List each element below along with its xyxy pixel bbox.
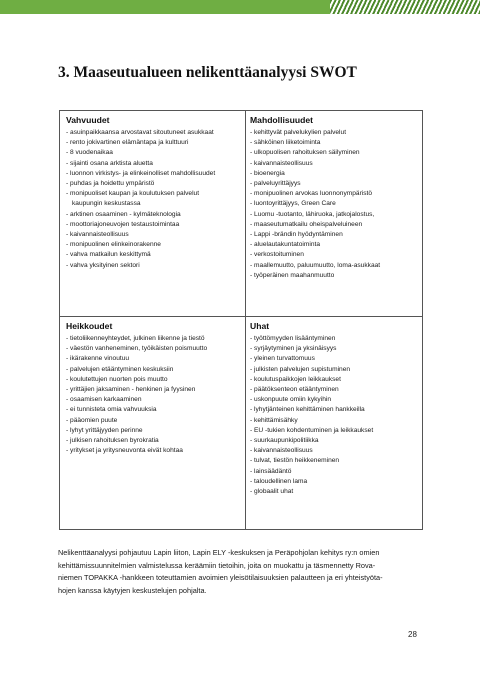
weakness-item: - ikärakenne vinoutuu	[66, 355, 130, 363]
strength-item: - asuinpaikkaansa arvostavat sitoutuneet asukkaat	[66, 129, 214, 136]
threats-quadrant	[250, 321, 373, 497]
threat-item: - työttömyyden lisääntyminen	[250, 335, 336, 342]
threat-item: - kehittämisähky	[250, 416, 298, 424]
strength-item: - monipuoliset kaupan ja koulutuksen palvelut	[66, 190, 200, 198]
weakness-item: - koulutettujen nuorten pois muutto	[66, 375, 168, 383]
threat-item: - julkisten palvelujen supistuminen	[250, 365, 351, 373]
opportunity-item: - Luomu -tuotanto, lähiruoka, jatkojalostus,	[250, 210, 375, 218]
opportunity-item: - verkostoituminen	[250, 251, 304, 259]
opportunity-item: - aluelautakuntatoiminta	[250, 241, 321, 249]
threats-heading: Uhat	[250, 321, 270, 331]
swot-vertical-divider	[245, 111, 246, 529]
opportunity-item: - Lappi -brändin hyödyntäminen	[250, 231, 343, 239]
opportunity-item: - maallemuutto, paluumuutto, loma-asukkaat	[250, 261, 381, 269]
threat-item: - tulvat, tiestön heikkeneminen	[250, 457, 340, 465]
opportunities-list	[250, 128, 380, 281]
weakness-item: - pääomien puute	[66, 416, 118, 424]
weakness-item: - yrittäjien jaksaminen - henkinen ja fyysinen	[66, 386, 196, 394]
swot-horizontal-divider	[60, 316, 422, 317]
opportunity-item: - monipuolinen arvokas luonnonympäristö	[250, 190, 373, 198]
weakness-item: - tietoliikenneyhteydet, julkinen liikenne ja tiestö	[66, 335, 205, 342]
header-stripes	[330, 0, 480, 14]
opportunity-item: - luontoyrittäjyys, Green Care	[250, 200, 336, 208]
page-title: 3. Maaseutualueen nelikenttäanalyysi SWOT	[58, 64, 357, 81]
weakness-item: - julkisen rahoituksen byrokratia	[66, 437, 159, 445]
weakness-item: - palvelujen etääntyminen keskuksiin	[66, 365, 174, 373]
threat-item: - yleinen turvattomuus	[250, 355, 315, 363]
paragraph-line: hojen kanssa käytyjen keskustelujen pohjalta.	[58, 585, 207, 595]
threat-item: - lainsäädäntö	[250, 467, 292, 475]
opportunity-item: - ulkopuolisen rahoituksen säilyminen	[250, 149, 360, 157]
opportunity-item: - kaivannaisteollisuus	[250, 159, 313, 167]
header-decoration-band	[0, 0, 480, 14]
opportunities-heading: Mahdollisuudet	[250, 115, 314, 125]
threat-item: - suurkaupunkipolitiikka	[250, 437, 319, 445]
body-paragraph	[58, 547, 424, 597]
weakness-item: - lyhyt yrittäjyyden perinne	[66, 426, 143, 434]
weaknesses-list	[66, 334, 207, 456]
strength-item: - kaivannaisteollisuus	[66, 231, 129, 239]
opportunity-item: - kehittyvät palvelukylien palvelut	[250, 129, 347, 136]
weakness-item: - yritykset ja yritysneuvonta eivät kohtaa	[66, 447, 183, 455]
threat-item: - taloudellinen lama	[250, 477, 308, 485]
weakness-item: - väestön vanheneminen, työikäisten poismuutto	[66, 345, 208, 353]
opportunities-quadrant	[250, 115, 380, 281]
threat-item: - koulutuspaikkojen leikkaukset	[250, 375, 341, 383]
strengths-heading: Vahvuudet	[66, 115, 110, 125]
opportunity-item: - bioenergia	[250, 169, 285, 177]
opportunity-item: - maaseutumatkailu oheispalveluineen	[250, 220, 363, 228]
threat-item: - lyhytjänteinen kehittäminen hankkeilla	[250, 406, 365, 414]
threat-item: - syrjäytyminen ja yksinäisyys	[250, 345, 337, 353]
strengths-list	[66, 128, 215, 271]
strength-item: - luonnon virkistys- ja elinkeinolliset mahdollisuudet	[66, 169, 216, 177]
strength-item: - arktinen osaaminen - kylmäteknologia	[66, 210, 181, 218]
opportunity-item: - työperäinen maahanmuutto	[250, 271, 335, 279]
strength-item: - rento jokivartinen elämäntapa ja kulttuuri	[66, 139, 189, 147]
strength-item: - vahva matkailun keskittymä	[66, 251, 151, 259]
strength-item: - 8 vuodenaikaa	[66, 149, 113, 157]
paragraph-line: kehittämissuunnitelmien valmistelussa keräämiin tietoihin, joita on muokattu ja täsmennetty Rova-	[58, 560, 376, 570]
header-solid-band	[0, 0, 330, 14]
paragraph-line: Nelikenttäanalyysi pohjautuu Lapin liiton, Lapin ELY -keskuksen ja Peräpohjolan kehitys ry:n omien	[58, 548, 380, 557]
threat-item: - kaivannaisteollisuus	[250, 447, 313, 455]
strength-item: - moottoriajoneuvojen testaustoimintaa	[66, 220, 180, 228]
weaknesses-quadrant	[66, 321, 207, 456]
strengths-quadrant	[66, 115, 215, 271]
strength-item: - monipuolinen elinkeinorakenne	[66, 241, 161, 249]
page-number: 28	[408, 630, 417, 639]
paragraph-line: niemen TOPAKKA -hankkeen toteuttamien avoimien yleisötilaisuuksien palautteen ja eri yhteistyöta-	[58, 573, 383, 583]
weaknesses-heading: Heikkoudet	[66, 321, 113, 331]
threat-item: - päätöksenteon etääntyminen	[250, 386, 339, 394]
opportunity-item: - sähköinen liiketoiminta	[250, 139, 321, 147]
threat-item: - uskonpuute omiin kykyihin	[250, 396, 331, 404]
weakness-item: - osaamisen karkaaminen	[66, 396, 142, 404]
strength-item: - vahva yksityinen sektori	[66, 261, 140, 269]
opportunity-item: - palveluyrittäjyys	[250, 180, 301, 188]
swot-table	[59, 110, 423, 530]
threat-item: - globaalit uhat	[250, 488, 294, 496]
strength-item: - sijainti osana arktista aluetta	[66, 159, 153, 167]
threat-item: - EU -tukien kohdentuminen ja leikkaukset	[250, 426, 374, 434]
strength-item: kaupungin keskustassa	[72, 200, 141, 208]
weakness-item: - ei tunnisteta omia vahvuuksia	[66, 406, 157, 414]
strength-item: - puhdas ja hoidettu ympäristö	[66, 180, 155, 188]
threats-list	[250, 334, 373, 497]
